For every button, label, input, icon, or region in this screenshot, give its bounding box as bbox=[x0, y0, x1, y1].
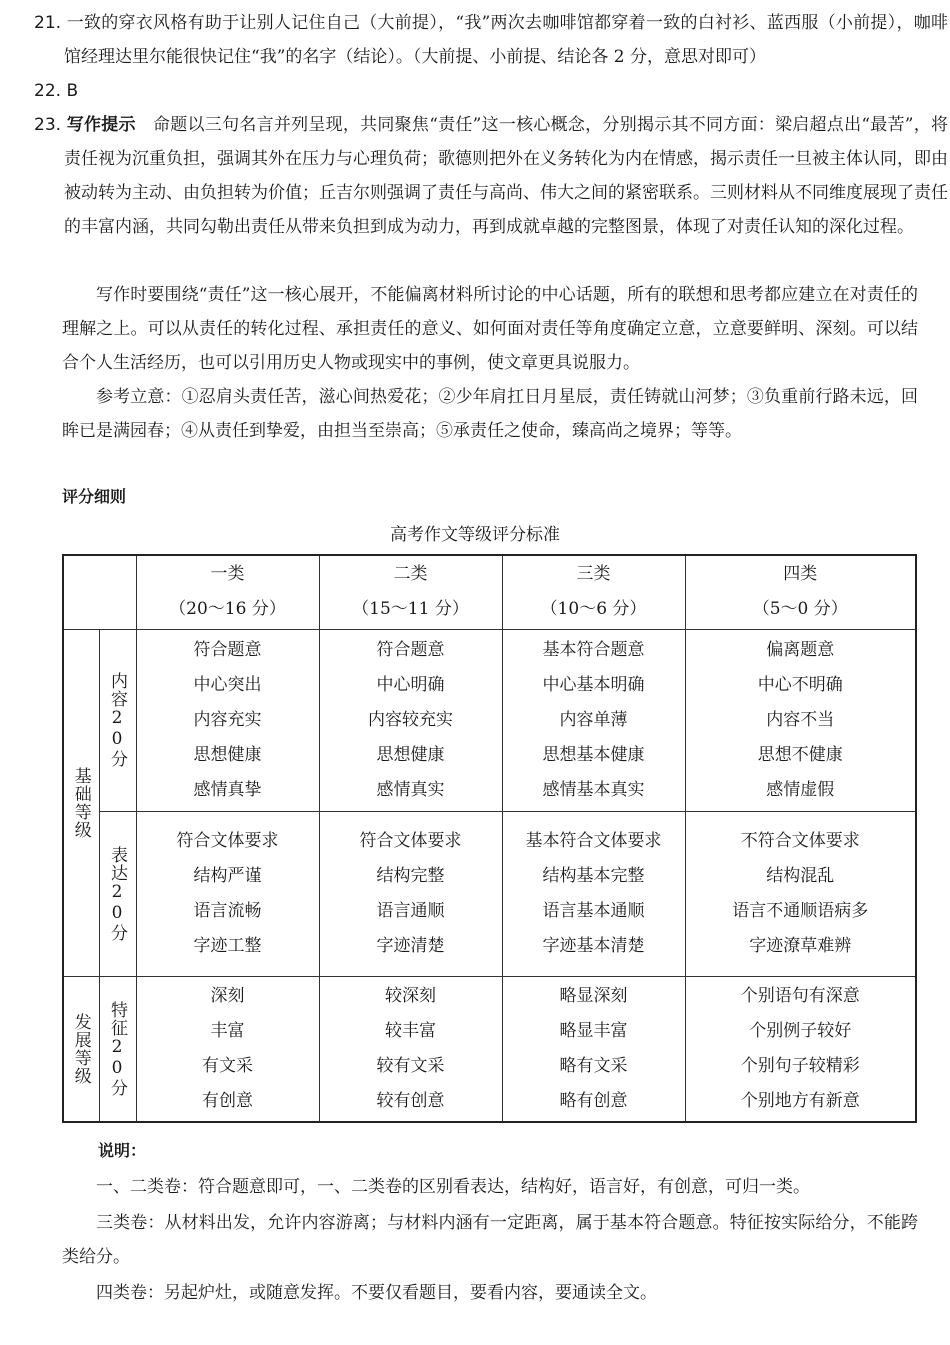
group-label-basic: 基础等级 bbox=[63, 629, 99, 976]
content-row bbox=[63, 629, 916, 811]
criteria-cell: 符合题意 中心明确 内容较充实 思想健康 感情真实 bbox=[319, 629, 502, 811]
answer-22-choice: B bbox=[66, 81, 79, 101]
row-label-content: 内容20分 bbox=[99, 629, 136, 811]
table-corner-cell bbox=[63, 555, 136, 629]
answer-23 bbox=[34, 108, 948, 244]
grade-header: 四类 （5～0 分） bbox=[685, 555, 916, 629]
writing-tip-paragraph-2: 写作时要围绕“责任”这一核心展开，不能偏离材料所讨论的中心话题，所有的联想和思考都应建立在对责任的理解之上。可以从责任的转化过程、承担责任的意义、如何面对责任等角度确定立意，立意要鲜明、深刻。可以结合个人生活经历，也可以引用历史人物或现实中的事例，使文章更具说服力。 bbox=[62, 285, 918, 373]
notes-title: 说明： bbox=[98, 1141, 147, 1160]
note-grade-4: 四类卷：另起炉灶，或随意发挥。不要仅看题目，要看内容，要通读全文。 bbox=[96, 1283, 657, 1303]
grade-header: 一类 （20～16 分） bbox=[136, 555, 319, 629]
criteria-cell: 不符合文体要求 结构混乱 语言不通顺语病多 字迹潦草难辨 bbox=[685, 811, 916, 976]
scoring-heading: 评分细则 bbox=[62, 487, 127, 506]
scoring-table bbox=[62, 554, 917, 1123]
table-title: 高考作文等级评分标准 bbox=[390, 525, 560, 545]
table-header-row bbox=[63, 555, 916, 629]
feature-row bbox=[63, 976, 916, 1122]
question-number: 23. bbox=[34, 115, 62, 135]
criteria-cell: 个别语句有深意 个别例子较好 个别句子较精彩 个别地方有新意 bbox=[685, 976, 916, 1122]
criteria-cell: 深刻 丰富 有文采 有创意 bbox=[136, 976, 319, 1122]
question-number: 22. bbox=[34, 81, 62, 101]
writing-tip-paragraph-1: 命题以三句名言并列呈现，共同聚焦“责任”这一核心概念，分别揭示其不同方面：梁启超点出“最苦”，将责任视为沉重负担，强调其外在压力与心理负荷；歌德则把外在义务转化为内在情感，揭示责任一旦被主体认同，即由被动转为主动、由负担转为价值；丘吉尔则强调了责任与高尚、伟大之间的紧密联系。三则材料从不同维度展现了责任的丰富内涵，共同勾勒出责任从带来负担到成为动力，再到成就卓越的完整图景，体现了对责任认知的深化过程。 bbox=[64, 115, 949, 237]
criteria-cell: 基本符合文体要求 结构基本完整 语言基本通顺 字迹基本清楚 bbox=[502, 811, 685, 976]
grade-header: 三类 （10～6 分） bbox=[502, 555, 685, 629]
row-label-expression: 表达20分 bbox=[99, 811, 136, 976]
criteria-cell: 较深刻 较丰富 较有文采 较有创意 bbox=[319, 976, 502, 1122]
criteria-cell: 偏离题意 中心不明确 内容不当 思想不健康 感情虚假 bbox=[685, 629, 916, 811]
grade-header: 二类 （15～11 分） bbox=[319, 555, 502, 629]
criteria-cell: 略显深刻 略显丰富 略有文采 略有创意 bbox=[502, 976, 685, 1122]
row-label-feature: 特征20分 bbox=[99, 976, 136, 1122]
criteria-cell: 符合文体要求 结构严谨 语言流畅 字迹工整 bbox=[136, 811, 319, 976]
criteria-cell: 符合题意 中心突出 内容充实 思想健康 感情真挚 bbox=[136, 629, 319, 811]
note-grade-1-2: 一、二类卷：符合题意即可，一、二类卷的区别看表达，结构好，语言好，有创意，可归一类。 bbox=[96, 1177, 810, 1197]
group-label-development: 发展等级 bbox=[63, 976, 99, 1122]
criteria-cell: 基本符合题意 中心基本明确 内容单薄 思想基本健康 感情基本真实 bbox=[502, 629, 685, 811]
expression-row bbox=[63, 811, 916, 976]
answer-21-text: 一致的穿衣风格有助于让别人记住自己（大前提），“我”两次去咖啡馆都穿着一致的白衬衫、蓝西服（小前提），咖啡馆经理达里尔能很快记住“我”的名字（结论）。（大前提、小前提、结论各 2 分，意思对即可） bbox=[64, 13, 948, 67]
question-number: 21. bbox=[34, 13, 62, 33]
reference-ideas: 参考立意：①忍肩头责任苦，滋心间热爱花；②少年肩扛日月星辰，责任铸就山河梦；③负重前行路未远，回眸已是满园春；④从责任到挚爱，由担当至崇高；⑤承责任之使命，臻高尚之境界；等等。 bbox=[62, 387, 918, 441]
writing-tip-label: 写作提示 bbox=[66, 115, 136, 135]
note-grade-3: 三类卷：从材料出发，允许内容游离；与材料内涵有一定距离，属于基本符合题意。特征按实际给分，不能跨类给分。 bbox=[62, 1213, 918, 1267]
answer-21 bbox=[34, 6, 948, 74]
answer-22 bbox=[34, 74, 918, 108]
criteria-cell: 符合文体要求 结构完整 语言通顺 字迹清楚 bbox=[319, 811, 502, 976]
